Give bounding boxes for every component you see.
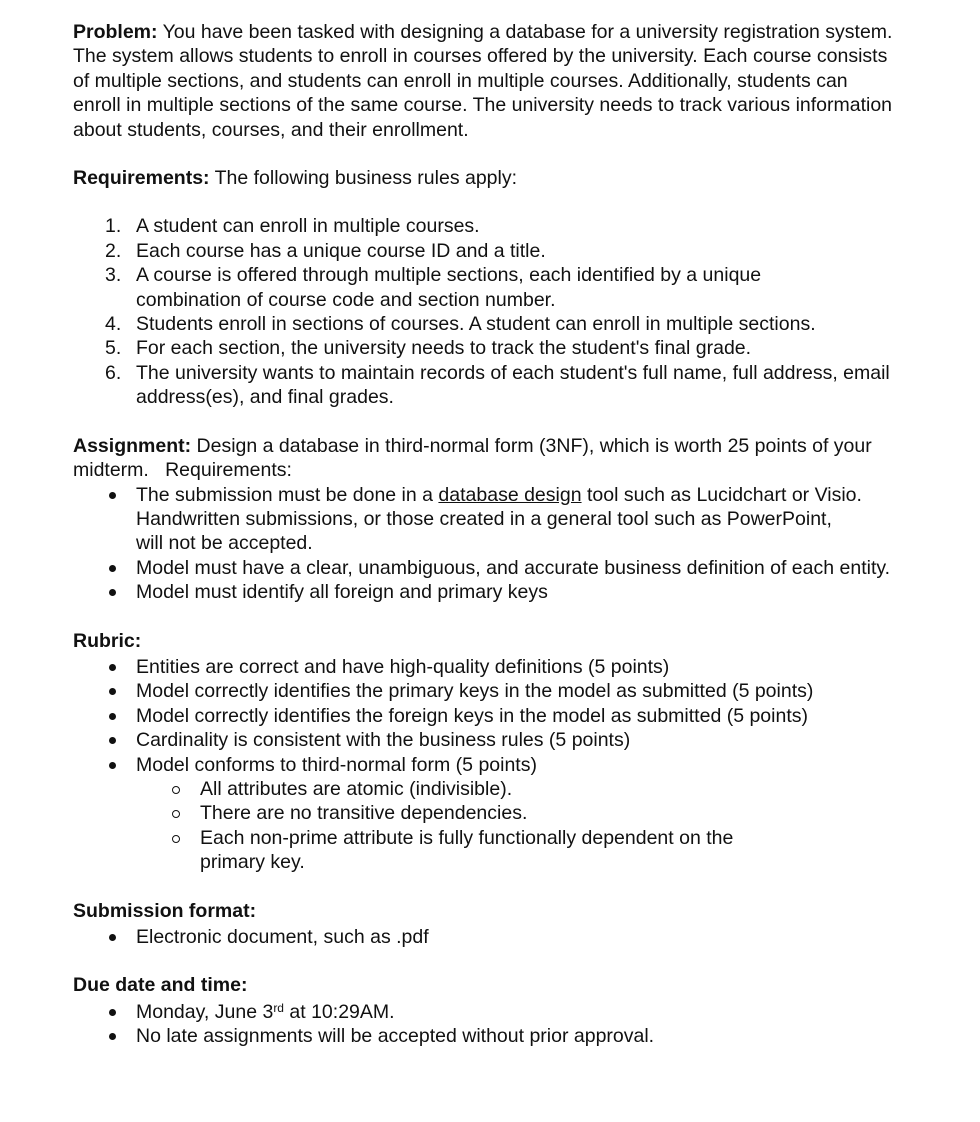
list-item-text: A student can enroll in multiple courses. [136,215,480,238]
due-paragraph [73,973,903,997]
submission-paragraph [73,899,903,923]
list-item [73,1024,903,1048]
assignment-list [73,483,903,605]
bullet-icon [109,664,116,671]
list-item-text: Model correctly identifies the primary keys in the model as submitted (5 points) [136,680,814,703]
rubric-sublist [73,777,903,875]
list-item [73,753,903,875]
bullet-icon [109,1009,116,1016]
due-heading: Due date and time: [73,974,248,997]
database-design-link: database design [438,483,582,506]
bullet-icon [109,1033,116,1040]
list-number: 6. [105,361,122,384]
submission-list [73,925,903,949]
circle-bullet-icon [172,835,180,843]
list-item-text: at 10:29AM. [283,1000,395,1023]
document-page [73,20,903,1049]
list-item [73,263,903,312]
bullet-icon [109,713,116,720]
list-item-text: Each non-prime attribute is fully functionally dependent on the primary key. [200,826,734,874]
ordinal-suffix: rd [273,1000,284,1015]
list-number: 2. [105,239,122,262]
list-item [73,361,903,410]
list-item-text: Monday, June 3 [136,1000,274,1023]
assignment-heading: Assignment: [73,434,192,457]
bullet-icon [109,589,116,596]
rubric-heading: Rubric: [73,629,142,652]
list-item-text: There are no transitive dependencies. [200,802,528,825]
list-item [73,556,903,580]
sub-list-item [73,801,903,825]
requirements-list [73,214,903,409]
list-item-text: A course is offered through multiple sections, each identified by a unique combination of course code and section number. [136,264,762,311]
circle-bullet-icon [172,810,180,818]
requirements-paragraph [73,166,903,190]
list-number: 5. [105,337,122,360]
list-item [73,925,903,949]
rubric-paragraph [73,629,903,653]
list-number: 1. [105,215,122,238]
bullet-icon [109,762,116,769]
list-item-text: Model must identify all foreign and primary keys [136,581,548,604]
list-item [73,728,903,752]
bullet-icon [109,565,116,572]
assignment-paragraph [73,434,903,483]
list-item [73,336,903,360]
list-item [73,214,903,238]
list-item-text: Entities are correct and have high-quality definitions (5 points) [136,655,670,678]
requirements-text: The following business rules apply: [214,167,518,190]
list-number: 4. [105,313,122,336]
list-item [73,679,903,703]
list-item-text: No late assignments will be accepted without prior approval. [136,1025,655,1048]
problem-text: You have been tasked with designing a database for a university registration system. The system allows students to enroll in courses offered by the university. Each course consists of multiple sections, and students can enroll in multiple courses. Additionally, students can enroll in multiple sections of the same course. The university needs to track various information about students, courses, and their enrollment. [73,21,893,141]
list-item-text: Electronic document, such as .pdf [136,926,429,948]
requirements-heading: Requirements: [73,167,210,190]
sub-list-item [73,777,903,801]
assignment-text: Design a database in third-normal form (3NF), which is worth 25 points of your midterm. Requirements: [73,434,878,482]
problem-heading: Problem: [73,21,158,43]
list-item [73,704,903,728]
submission-heading: Submission format: [73,899,257,922]
list-item [73,580,903,604]
list-item-text: Cardinality is consistent with the business rules (5 points) [136,729,631,752]
list-item-text: The university wants to maintain records of each student's full name, full address, email address(es), and final grades. [136,361,890,409]
list-item-text: Each course has a unique course ID and a title. [136,239,546,262]
list-item [73,1000,903,1024]
list-item-text: For each section, the university needs to track the student's final grade. [136,337,752,360]
problem-paragraph [73,20,893,142]
list-item-text: Model correctly identifies the foreign keys in the model as submitted (5 points) [136,704,808,727]
list-item-text: The submission must be done in a [136,483,439,506]
list-item [73,312,903,336]
list-item-text: tool such as Lucidchart or Visio. Handwritten submissions, or those created in a general tool such as PowerPoint, will not be accepted. [136,483,873,555]
due-list [73,1000,903,1049]
circle-bullet-icon [172,786,180,794]
list-item-text: Model conforms to third-normal form (5 points) [136,753,537,776]
list-item-text: All attributes are atomic (indivisible). [200,777,513,800]
bullet-icon [109,688,116,695]
list-number: 3. [105,264,122,287]
list-item-text: Students enroll in sections of courses. A student can enroll in multiple sections. [136,313,816,336]
list-item [73,239,903,263]
sub-list-item [73,826,903,875]
rubric-list [73,655,903,875]
list-item [73,483,903,556]
bullet-icon [109,737,116,744]
list-item [73,655,903,679]
list-item-text: Model must have a clear, unambiguous, and accurate business definition of each entity. [136,556,891,579]
bullet-icon [109,492,116,499]
bullet-icon [109,934,116,941]
